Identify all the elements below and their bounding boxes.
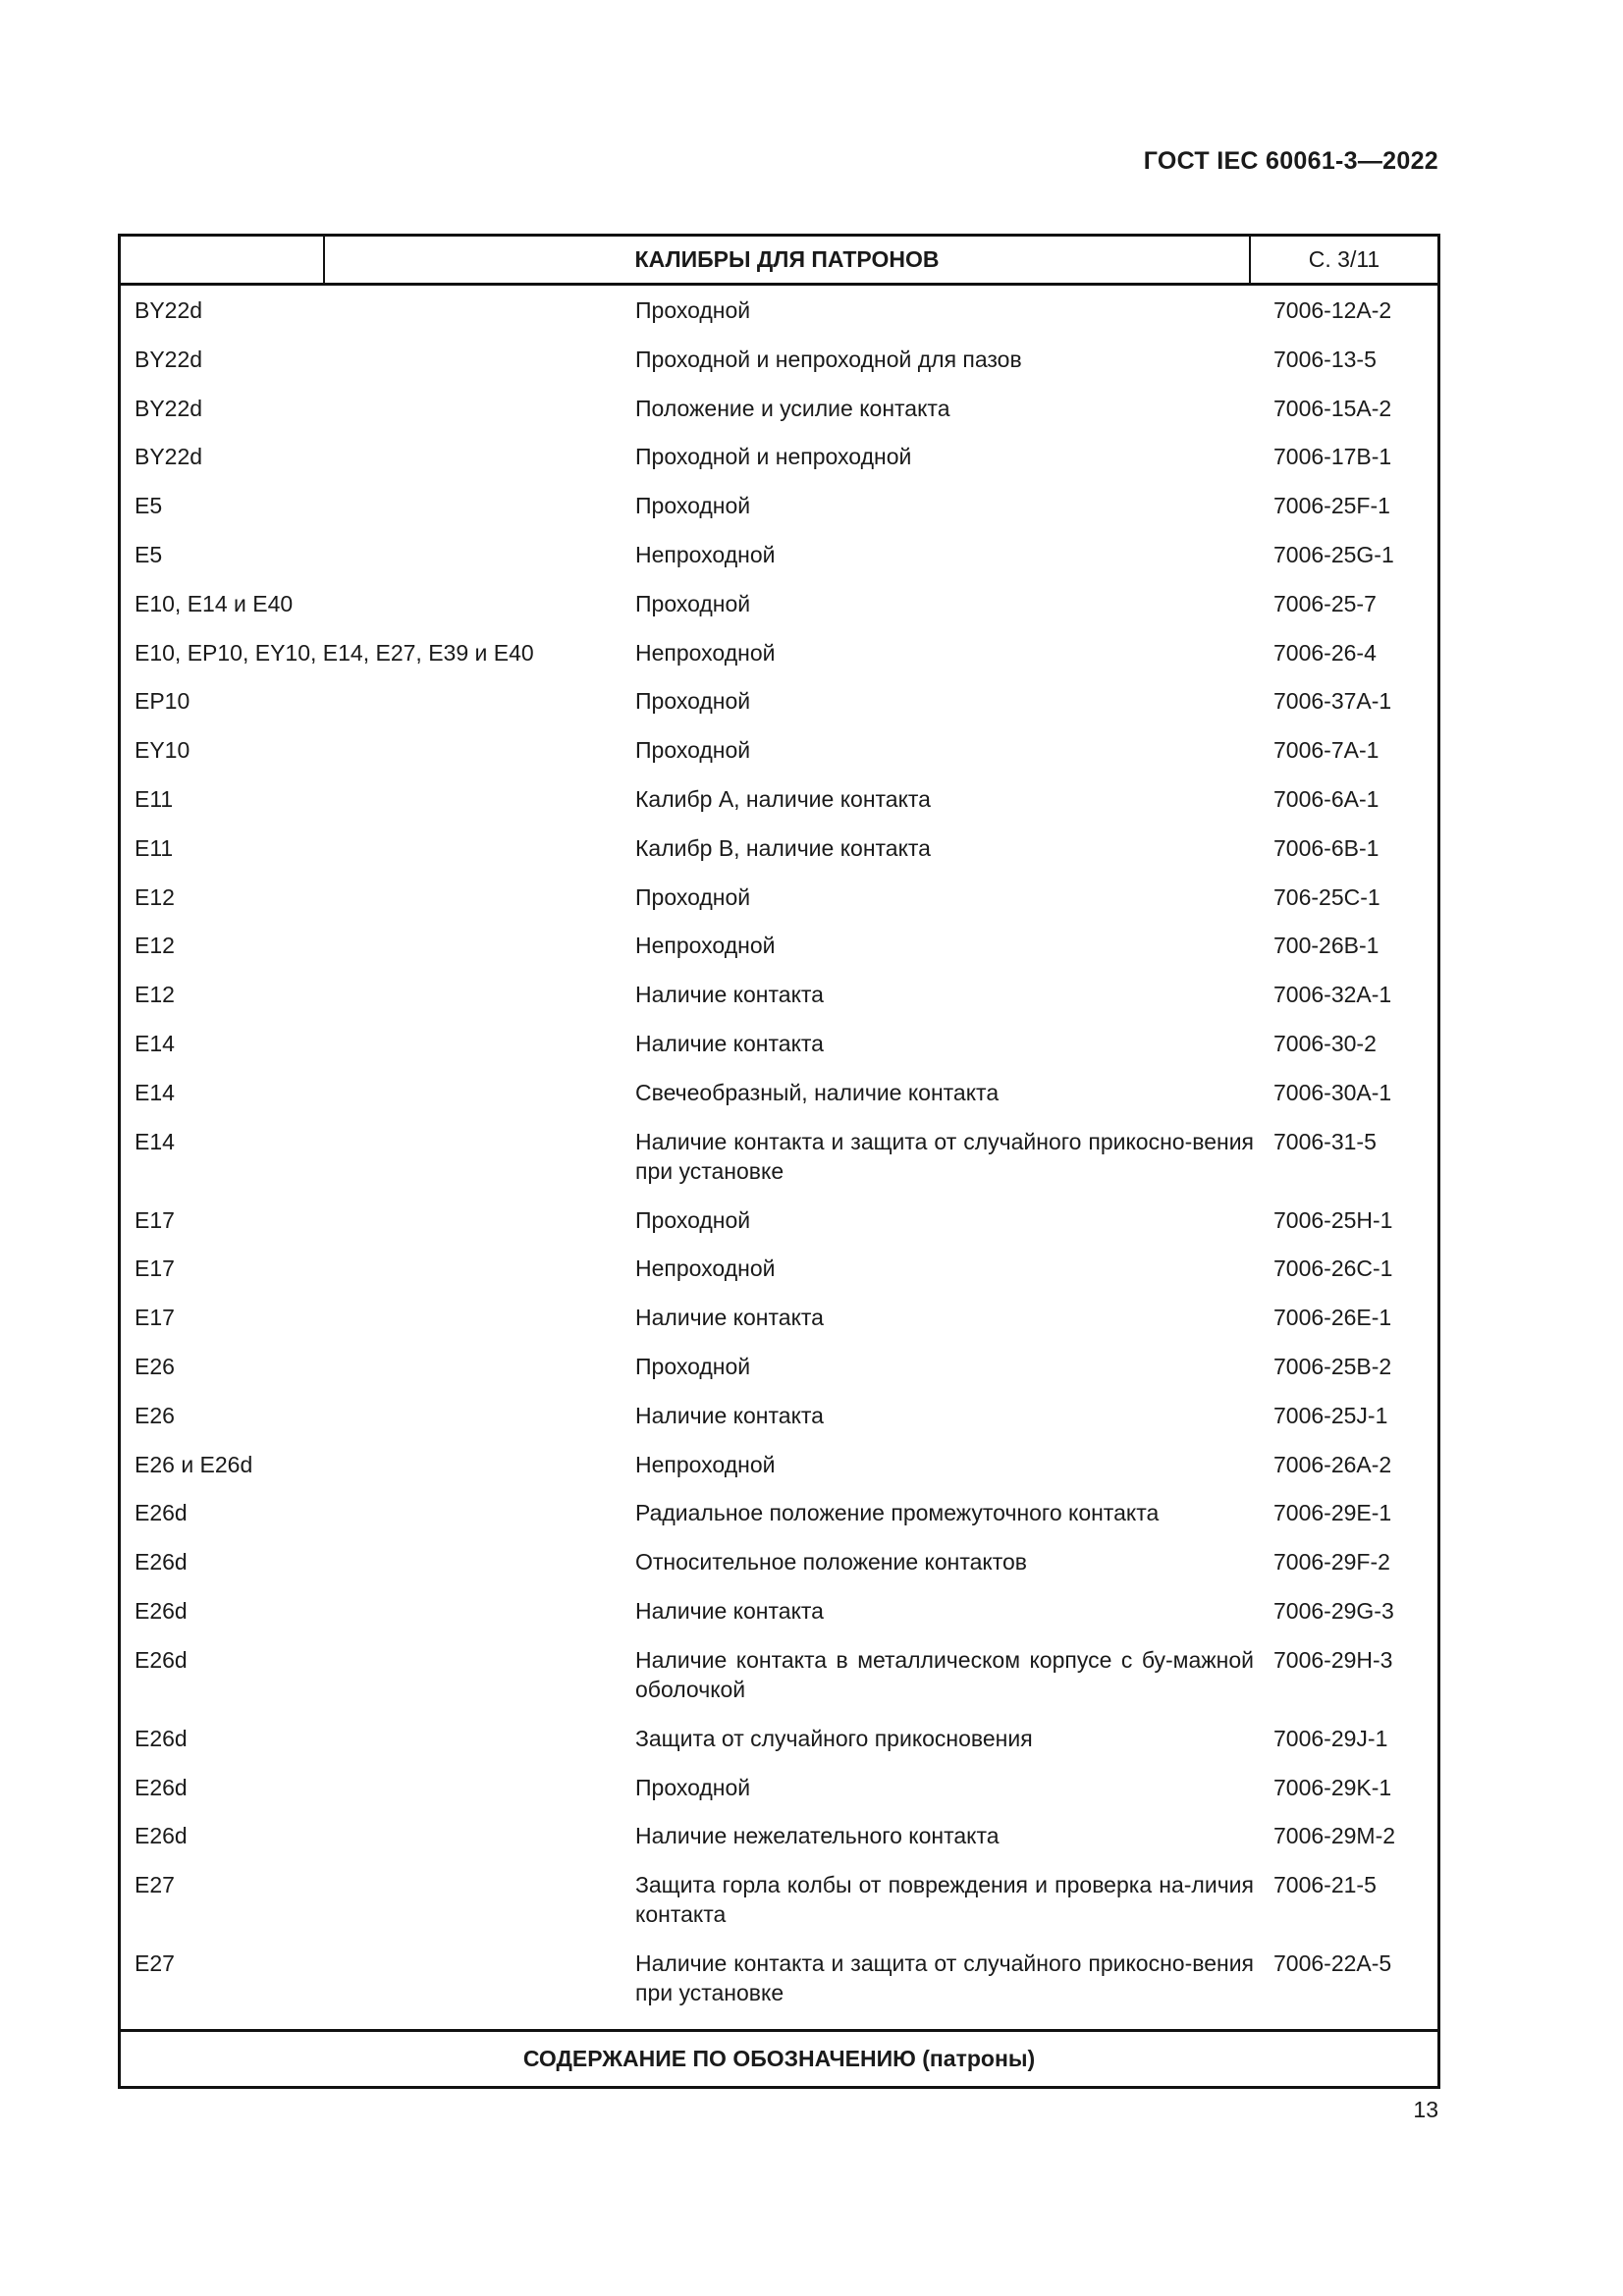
table-row	[121, 1395, 1437, 1444]
table-row	[121, 1718, 1437, 1767]
table-row	[121, 828, 1437, 877]
cap-cell: BY22d	[135, 395, 203, 421]
cap-cell: EP10	[135, 688, 190, 715]
cap-cell: E10, EP10, EY10, E14, E27, E39 и E40	[135, 639, 534, 666]
cap-cell: E5	[135, 493, 163, 519]
sheet-code-cell: 7006-13-5	[1273, 346, 1377, 372]
cap-cell: E26d	[135, 1549, 188, 1575]
table-header	[121, 237, 1437, 286]
table-row	[121, 1590, 1437, 1639]
sheet-code-cell: 7006-25B-2	[1273, 1353, 1392, 1379]
description-cell: Наличие контакта	[635, 1402, 824, 1428]
description-cell: Непроходной	[635, 933, 776, 959]
cap-cell: E14	[135, 1030, 175, 1056]
cap-cell: E26	[135, 1402, 175, 1428]
sheet-code-cell: 7006-30A-1	[1273, 1079, 1392, 1105]
cap-cell: E26	[135, 1353, 175, 1379]
description-cell: Калибр В, наличие контакта	[635, 834, 931, 861]
sheet-code-cell: 7006-25G-1	[1273, 541, 1394, 567]
table-row	[121, 1943, 1437, 2021]
sheet-code-cell: 7006-25-7	[1273, 590, 1377, 616]
description-cell: Положение и усилие контакта	[635, 395, 950, 421]
cap-cell: E26d	[135, 1646, 188, 1673]
cap-cell: E11	[135, 785, 174, 812]
cap-cell: E5	[135, 541, 163, 567]
cap-cell: E11	[135, 834, 174, 861]
description-cell: Проходной	[635, 737, 751, 764]
description-cell: Наличие контакта	[635, 1597, 824, 1624]
cap-cell: BY22d	[135, 346, 203, 372]
description-cell: Защита горла колбы от повреждения и проверка на-личия контакта	[635, 1872, 1254, 1928]
description-cell: Непроходной	[635, 639, 776, 666]
sheet-code-cell: 700-26B-1	[1273, 933, 1380, 959]
cap-cell: E12	[135, 883, 175, 910]
description-cell: Свечеобразный, наличие контакта	[635, 1079, 1000, 1105]
sheet-code-cell: 7006-15A-2	[1273, 395, 1392, 421]
table-row	[121, 1444, 1437, 1493]
document-code: ГОСТ IEC 60061-3—2022	[1143, 147, 1438, 175]
sheet-code-cell: 706-25C-1	[1273, 883, 1380, 910]
table-row	[121, 680, 1437, 729]
description-cell: Наличие контакта в металлическом корпусе с бу-мажной оболочкой	[635, 1646, 1254, 1702]
description-cell: Защита от случайного прикосновения	[635, 1725, 1033, 1751]
sheet-code-cell: 7006-26A-2	[1273, 1451, 1392, 1477]
sheet-page-ref: С. 3/11	[1308, 246, 1380, 272]
sheet-code-cell: 7006-29M-2	[1273, 1823, 1396, 1849]
sheet-code-cell: 7006-29J-1	[1273, 1725, 1388, 1751]
cap-cell: BY22d	[135, 297, 203, 323]
table-row	[121, 1864, 1437, 1943]
gauges-table	[118, 234, 1440, 2089]
table-row	[121, 778, 1437, 828]
cap-cell: E12	[135, 933, 175, 959]
cap-cell: E12	[135, 982, 175, 1008]
table-row	[121, 1121, 1437, 1200]
description-cell: Проходной	[635, 297, 751, 323]
sheet-code-cell: 7006-26E-1	[1273, 1305, 1392, 1331]
table-footer: СОДЕРЖАНИЕ ПО ОБОЗНАЧЕНИЮ (патроны)	[121, 2029, 1437, 2086]
description-cell: Относительное положение контактов	[635, 1549, 1027, 1575]
sheet-code-cell: 7006-31-5	[1273, 1128, 1377, 1154]
description-cell: Наличие контакта	[635, 982, 824, 1008]
table-body	[121, 286, 1437, 2029]
cap-cell: E26d	[135, 1725, 188, 1751]
table-row	[121, 485, 1437, 534]
table-row	[121, 290, 1437, 339]
table-title: КАЛИБРЫ ДЛЯ ПАТРОНОВ	[325, 237, 1251, 283]
cap-cell: E26d	[135, 1597, 188, 1624]
table-row	[121, 583, 1437, 632]
sheet-code-cell: 7006-29H-3	[1273, 1646, 1393, 1673]
cap-cell: E10, E14 и E40	[135, 590, 294, 616]
description-cell: Проходной	[635, 590, 751, 616]
cap-cell: EY10	[135, 737, 190, 764]
table-row	[121, 1200, 1437, 1249]
description-cell: Непроходной	[635, 1451, 776, 1477]
table-row	[121, 1767, 1437, 1816]
sheet-code-cell: 7006-32A-1	[1273, 982, 1392, 1008]
description-cell: Проходной	[635, 688, 751, 715]
table-row	[121, 1492, 1437, 1541]
sheet-code-cell: 7006-30-2	[1273, 1030, 1377, 1056]
sheet-code-cell: 7006-26C-1	[1273, 1255, 1393, 1282]
sheet-code-cell: 7006-29G-3	[1273, 1597, 1394, 1624]
table-row	[121, 436, 1437, 485]
sheet-code-cell: 7006-12A-2	[1273, 297, 1392, 323]
cap-cell: E17	[135, 1305, 175, 1331]
table-row	[121, 1297, 1437, 1346]
description-cell: Проходной	[635, 1206, 751, 1233]
cap-cell: E26d	[135, 1823, 188, 1849]
description-cell: Наличие контакта	[635, 1030, 824, 1056]
description-cell: Наличие контакта	[635, 1305, 824, 1331]
header-blank-cell	[121, 237, 325, 283]
description-cell: Радиальное положение промежуточного контакта	[635, 1500, 1160, 1526]
description-cell: Наличие нежелательного контакта	[635, 1823, 1000, 1849]
table-row	[121, 877, 1437, 926]
page-number: 13	[1413, 2097, 1438, 2122]
table-row	[121, 632, 1437, 681]
table-row	[121, 339, 1437, 388]
sheet-code-cell: 7006-25J-1	[1273, 1402, 1388, 1428]
table-row	[121, 729, 1437, 778]
table-row	[121, 1023, 1437, 1072]
table-row	[121, 974, 1437, 1023]
table-row	[121, 925, 1437, 974]
description-cell: Наличие контакта и защита от случайного прикосно-вения при установке	[635, 1128, 1254, 1184]
description-cell: Непроходной	[635, 541, 776, 567]
cap-cell: E14	[135, 1128, 175, 1154]
cap-cell: E27	[135, 1950, 175, 1977]
sheet-code-cell: 7006-29E-1	[1273, 1500, 1392, 1526]
sheet-code-cell: 7006-21-5	[1273, 1872, 1377, 1898]
table-row	[121, 1248, 1437, 1297]
description-cell: Калибр А, наличие контакта	[635, 785, 931, 812]
description-cell: Проходной и непроходной	[635, 444, 912, 470]
description-cell: Проходной и непроходной для пазов	[635, 346, 1022, 372]
cap-cell: E17	[135, 1206, 175, 1233]
cap-cell: E14	[135, 1079, 175, 1105]
cap-cell: E26d	[135, 1774, 188, 1800]
sheet-code-cell: 7006-29F-2	[1273, 1549, 1390, 1575]
description-cell: Наличие контакта и защита от случайного прикосно-вения при установке	[635, 1950, 1254, 2006]
description-cell: Проходной	[635, 1353, 751, 1379]
description-cell: Проходной	[635, 493, 751, 519]
description-cell: Проходной	[635, 1774, 751, 1800]
sheet-code-cell: 7006-6B-1	[1273, 834, 1380, 861]
description-cell: Проходной	[635, 883, 751, 910]
table-row	[121, 1815, 1437, 1864]
sheet-code-cell: 7006-25F-1	[1273, 493, 1390, 519]
table-row	[121, 388, 1437, 437]
sheet-code-cell: 7006-26-4	[1273, 639, 1377, 666]
table-row	[121, 1072, 1437, 1121]
sheet-code-cell: 7006-37A-1	[1273, 688, 1392, 715]
cap-cell: E26d	[135, 1500, 188, 1526]
cap-cell: E26 и E26d	[135, 1451, 253, 1477]
sheet-code-cell: 7006-22A-5	[1273, 1950, 1392, 1977]
sheet-code-cell: 7006-25H-1	[1273, 1206, 1393, 1233]
sheet-code-cell: 7006-29K-1	[1273, 1774, 1392, 1800]
table-row	[121, 534, 1437, 583]
cap-cell: E17	[135, 1255, 175, 1282]
table-row	[121, 1346, 1437, 1395]
sheet-code-cell: 7006-7A-1	[1273, 737, 1380, 764]
sheet-code-cell: 7006-6A-1	[1273, 785, 1380, 812]
table-row	[121, 1639, 1437, 1718]
table-row	[121, 1541, 1437, 1590]
cap-cell: E27	[135, 1872, 175, 1898]
cap-cell: BY22d	[135, 444, 203, 470]
sheet-code-cell: 7006-17B-1	[1273, 444, 1392, 470]
description-cell: Непроходной	[635, 1255, 776, 1282]
